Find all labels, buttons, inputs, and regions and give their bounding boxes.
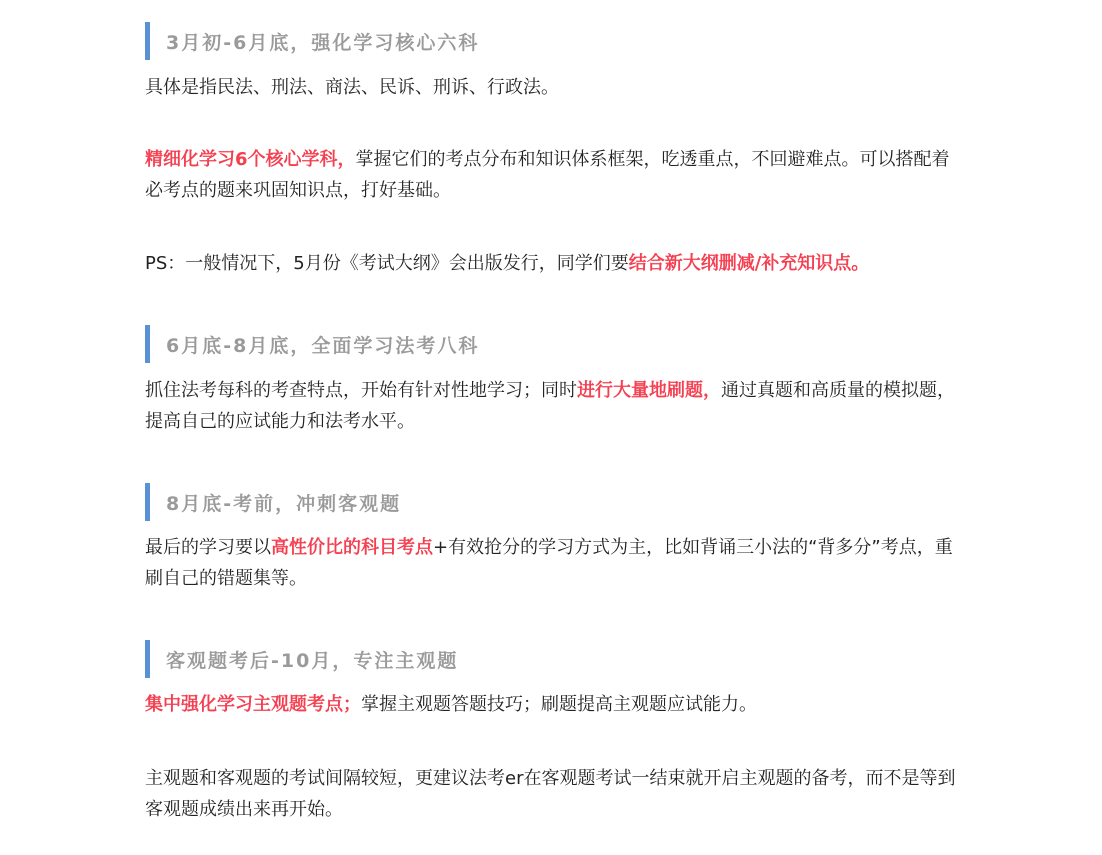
- paragraph-subjects-text: 具体是指民法、刑法、商法、民诉、刑诉、行政法。: [145, 77, 559, 98]
- section-heading-4: [145, 640, 965, 678]
- paragraph-advice: [145, 763, 963, 825]
- section-heading-3-text: 8月底-考前，冲刺客观题: [166, 492, 402, 515]
- paragraph-ps-note-text: PS：一般情况下，5月份《考试大纲》会出版发行，同学们要: [145, 253, 629, 274]
- paragraph-core-study-text: 掌握它们的考点分布和知识体系框架，吃透重点，不回避难点。可以搭配着必考点的题来巩固知识点，打好基础。: [145, 149, 950, 201]
- paragraph-core-study: [145, 144, 963, 206]
- paragraph-ps-note: [145, 248, 963, 279]
- highlight-subjective: 集中强化学习主观题考点；: [145, 694, 361, 715]
- paragraph-practice-after: 通过真题和高质量的模拟题，提高自己的应试能力和法考水平。: [145, 380, 955, 432]
- section-heading-1-text: 3月初-6月底，强化学习核心六科: [166, 31, 480, 54]
- highlight-practice: 进行大量地刷题，: [577, 380, 721, 401]
- highlight-sprint: 高性价比的科目考点: [271, 537, 433, 558]
- paragraph-advice-text: 主观题和客观题的考试间隔较短，更建议法考er在客观题考试一结束就开启主观题的备考，而不是等到客观题成绩出来再开始。: [145, 768, 956, 820]
- highlight-new-outline: 结合新大纲删减/补充知识点。: [628, 253, 870, 274]
- paragraph-practice: [145, 375, 963, 437]
- section-heading-2-text: 6月底-8月底，全面学习法考八科: [166, 334, 480, 357]
- paragraph-subjects: [145, 72, 963, 103]
- paragraph-subjective: [145, 689, 963, 720]
- section-heading-4-text: 客观题考后-10月，专注主观题: [166, 649, 459, 672]
- section-heading-2: [145, 325, 965, 363]
- section-heading-1: [145, 22, 965, 60]
- highlight-core-study: 精细化学习6个核心学科，: [145, 149, 356, 170]
- paragraph-sprint-before: 最后的学习要以: [145, 537, 271, 558]
- paragraph-sprint: [145, 532, 963, 594]
- paragraph-subjective-text: 掌握主观题答题技巧；刷题提高主观题应试能力。: [361, 694, 757, 715]
- section-heading-3: [145, 483, 965, 521]
- paragraph-sprint-after: +有效抢分的学习方式为主，比如背诵三小法的“背多分”考点，重刷自己的错题集等。: [145, 537, 953, 589]
- paragraph-practice-before: 抓住法考每科的考查特点，开始有针对性地学习；同时: [145, 380, 577, 401]
